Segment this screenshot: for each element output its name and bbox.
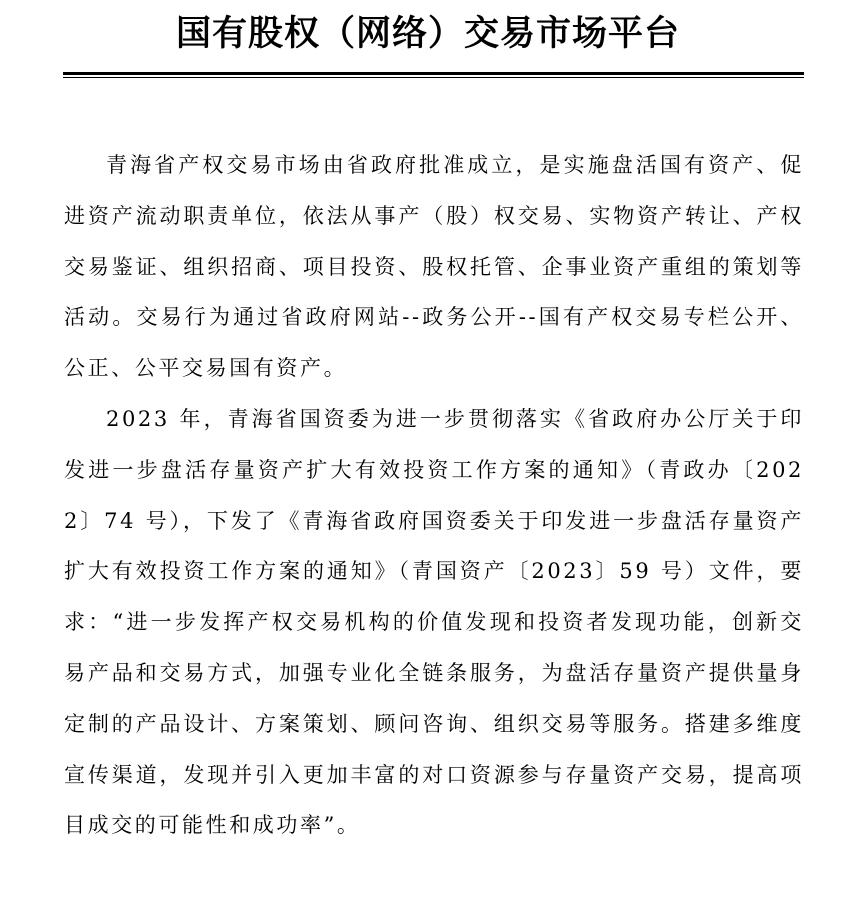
document-body (64, 140, 804, 851)
title-divider-thick (63, 72, 804, 75)
document-title: 国有股权（网络）交易市场平台 (175, 14, 680, 54)
paragraph-policy: 2023 年，青海省国资委为进一步贯彻落实《省政府办公厅关于印发进一步盘活存量资产扩大有效投资工作方案的通知》（青政办〔2022〕74 号），下发了《青海省政府国资委关于印发进一步盘活存量资产扩大有效投资工作方案的通知》（青国资产〔2023〕59 号）文件，要求：“进一步发挥产权交易机构的价值发现和投资者发现功能，创新交易产品和交易方式，加强专业化全链条服务，为盘活存量资产提供量身定制的产品设计、方案策划、顾问咨询、组织交易等服务。搭建多维度宣传渠道，发现并引入更加丰富的对口资源参与存量资产交易，提高项目成交的可能性和成功率”。 (64, 406, 804, 838)
paragraph-intro: 青海省产权交易市场由省政府批准成立，是实施盘活国有资产、促进资产流动职责单位，依法从事产（股）权交易、实物资产转让、产权交易鉴证、组织招商、项目投资、股权托管、企事业资产重组的策划等活动。交易行为通过省政府网站--政务公开--国有产权交易专栏公开、公正、公平交易国有资产。 (64, 153, 804, 381)
title-divider-thin (63, 77, 804, 78)
